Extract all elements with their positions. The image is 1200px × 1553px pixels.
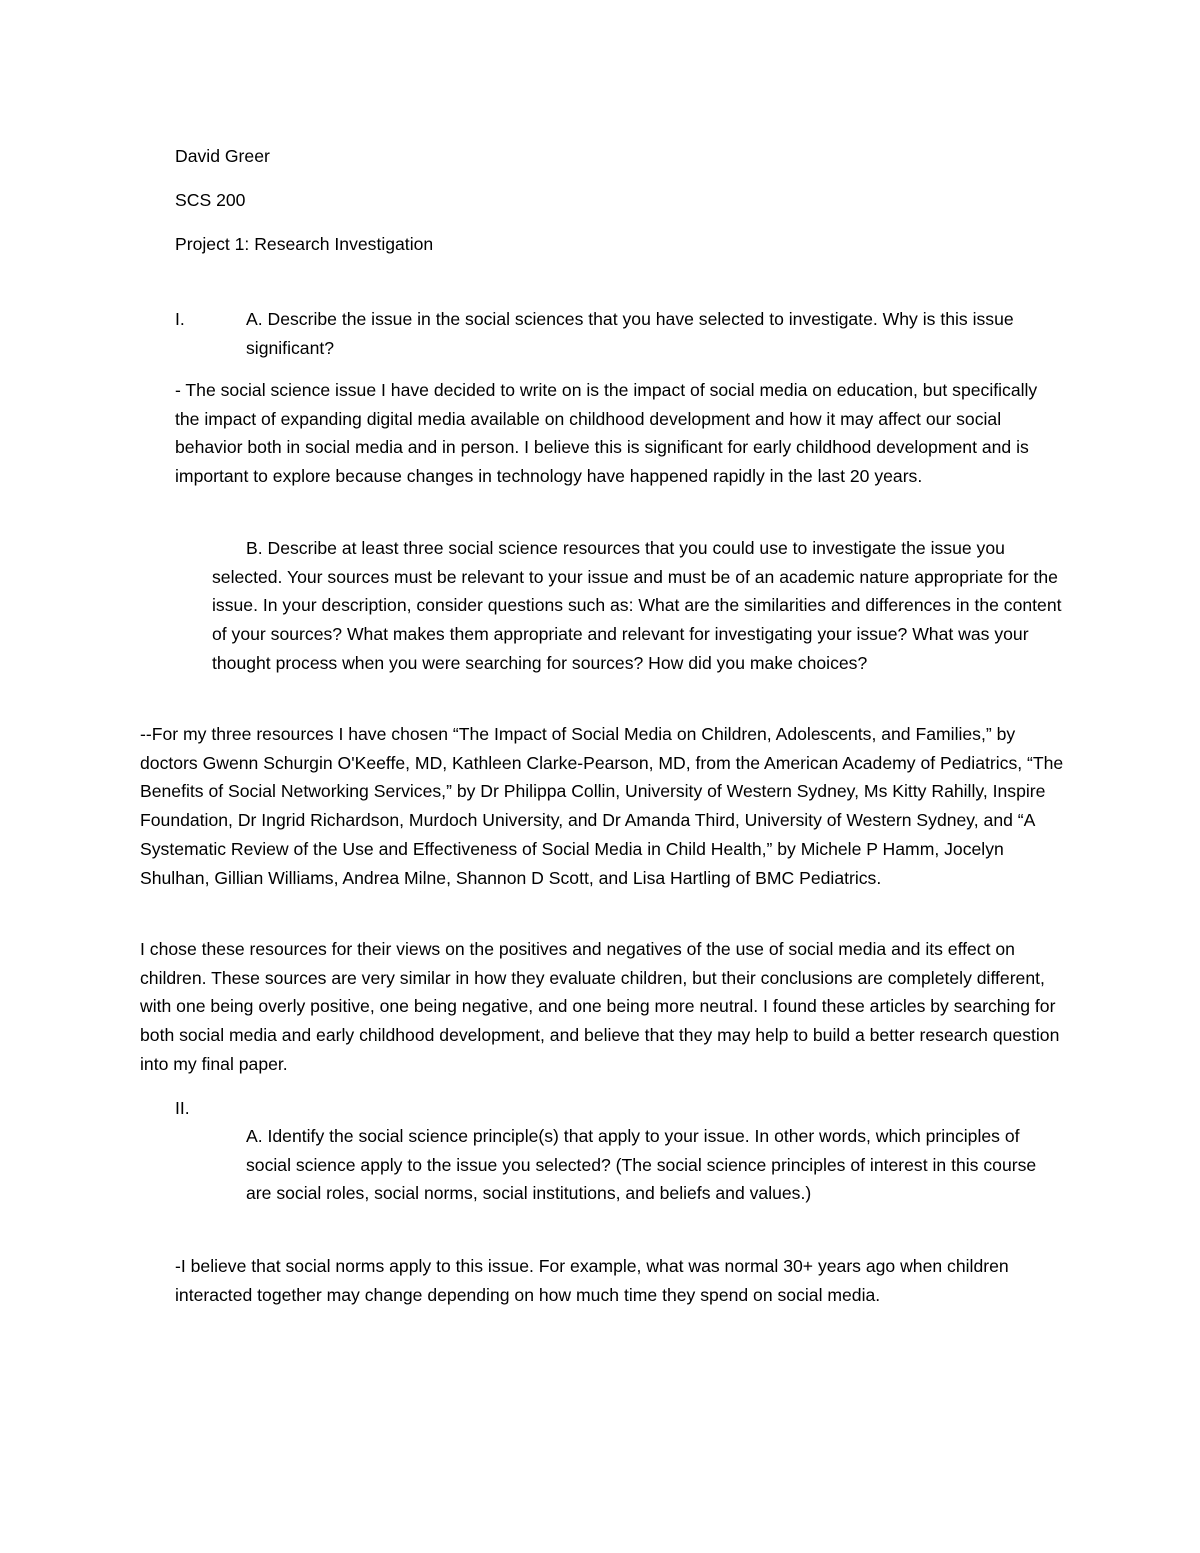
answer-1a: - The social science issue I have decided to write on is the impact of social media on education, but specifically the impact of expanding digital media available on childhood development and how it may affect our social behavior both in social media and in person. I believe this is significant for early childhood development and is important to explore because changes in technology have happened rapidly in the last 20 years. <box>175 380 1038 487</box>
answer-1b-resources: --For my three resources I have chosen “The Impact of Social Media on Children, Adolescents, and Families,” by doctors Gwenn Schurgin O'Keeffe, MD, Kathleen Clarke-Pearson, MD, from the American Academy of Pediatrics, “The Benefits of Social Networking Services,” by Dr Philippa Collin, University of Western Sydney, Ms Kitty Rahilly, Inspire Foundation, Dr Ingrid Richardson, Murdoch University, and Dr Amanda Third, University of Western Sydney, and “A Systematic Review of the Use and Effectiveness of Social Media in Child Health,” by Michele P Hamm, Jocelyn Shulhan, Gillian Williams, Andrea Milne, Shannon D Scott, and Lisa Hartling of BMC Pediatrics. <box>140 724 1064 888</box>
prompt-1b: B. Describe at least three social science resources that you could use to investigate the issue you selected. Your sources must be relevant to your issue and must be of an academic nature appropriate for the issue. In your description, consider questions such as: What are the similarities and differences in the content of your sources? What makes them appropriate and relevant for investigating your issue? What was your thought process when you were searching for sources? How did you make choices? <box>212 538 1062 673</box>
prompt-1a: A. Describe the issue in the social sciences that you have selected to investigate. Why is this issue significant? <box>246 309 1014 358</box>
course-code: SCS 200 <box>175 190 246 210</box>
author-name: David Greer <box>175 146 270 166</box>
answer-1b-rationale: I chose these resources for their views on the positives and negatives of the use of social media and its effect on children. These sources are very similar in how they evaluate children, but their conclusions are completely different, with one being overly positive, one being negative, and one being more neutral. I found these articles by searching for both social media and early childhood development, and believe that they may help to build a better research question into my final paper. <box>140 939 1060 1074</box>
project-title: Project 1: Research Investigation <box>175 234 434 254</box>
prompt-2a: A. Identify the social science principle(s) that apply to your issue. In other words, which principles of social science apply to the issue you selected? (The social science principles of interest in this course are social roles, social norms, social institutions, and beliefs and values.) <box>246 1126 1037 1204</box>
answer-2a: -I believe that social norms apply to this issue. For example, what was normal 30+ years ago when children interacted together may change depending on how much time they spend on social media. <box>175 1256 1009 1305</box>
section-numeral-1: I. <box>175 309 185 329</box>
section-numeral-2: II. <box>175 1098 190 1118</box>
